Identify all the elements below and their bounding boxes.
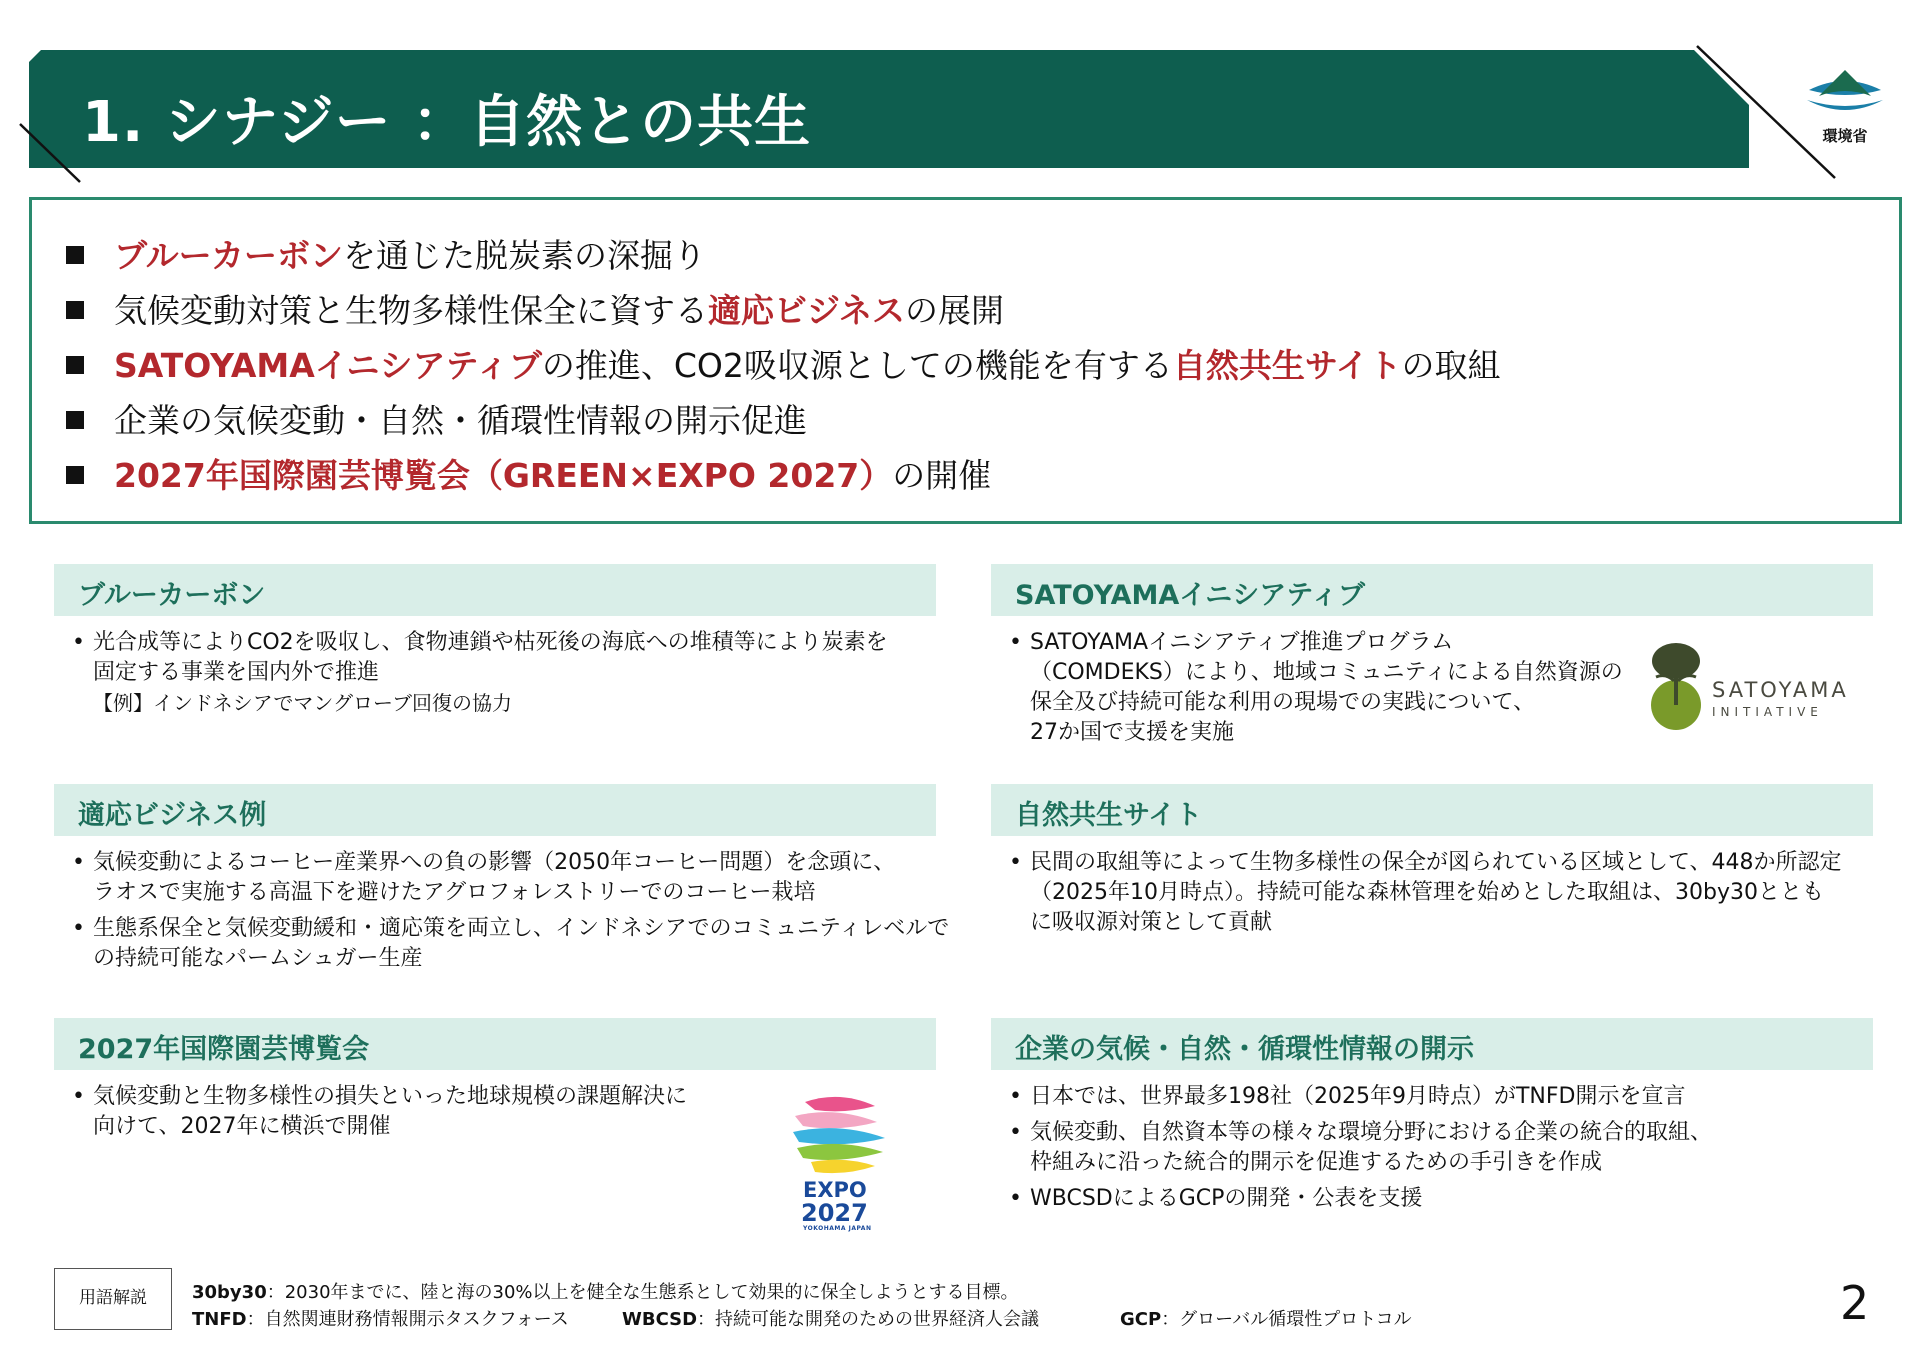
glossary-entry-gcp (1120, 1305, 1412, 1331)
section-header-adaptation (54, 784, 936, 836)
highlight-text: 適応ビジネス (708, 291, 906, 330)
list-item (72, 914, 950, 974)
page-title: 1. シナジー ：自然との共生 (82, 90, 812, 155)
list-item (1009, 1082, 1879, 1112)
summary-box (29, 197, 1902, 524)
body-line: • 気候変動によるコーヒー産業界への負の影響（2050年コーヒー問題）を念頭に、 (93, 850, 896, 875)
section-body-expo (72, 1082, 772, 1148)
section-body-adaptation (72, 848, 950, 980)
section-header-satoyama (991, 564, 1873, 616)
glossary-entry-wbcsd (622, 1305, 1039, 1331)
list-item (72, 848, 932, 908)
highlight-text: 2027年国際園芸博覧会（GREEN×EXPO 2027） (114, 456, 893, 495)
glossary-term: WBCSD (622, 1309, 698, 1330)
body-line: の持続可能なパームシュガー生産 (93, 946, 423, 971)
body-line: • SATOYAMAイニシアティブ推進プログラム (1030, 630, 1454, 655)
body-line: ラオスで実施する高温下を避けたアグロフォレストリーでのコーヒー栽培 (93, 880, 816, 905)
body-line: • 光合成等によりCO2を吸収し、食物連鎖や枯死後の海底への堆積等により炭素を (93, 630, 888, 655)
glossary-definition: ：自然関連財務情報開示タスクフォース (246, 1309, 569, 1330)
glossary-term: GCP (1120, 1309, 1162, 1330)
section-title: 自然共生サイト (1015, 800, 1203, 831)
list-item (72, 1082, 772, 1142)
summary-text: の推進、CO2吸収源としての機能を有する (541, 346, 1173, 385)
summary-text: の取組 (1401, 346, 1501, 385)
page-number: 2 (1840, 1276, 1870, 1330)
summary-item (66, 340, 1501, 387)
summary-text: 企業の気候変動・自然・循環性情報の開示促進 (114, 401, 807, 440)
section-title: 適応ビジネス例 (78, 800, 267, 831)
square-bullet-icon (66, 411, 84, 429)
glossary-definition: ：グローバル循環性プロトコル (1161, 1309, 1412, 1330)
body-line: （2025年10月時点）。持続可能な森林管理を始めとした取組は、30by30ととも (1030, 880, 1824, 905)
summary-text: の展開 (905, 291, 1005, 330)
summary-item (66, 285, 1004, 332)
example-line: 【例】インドネシアでマングローブ回復の協力 (93, 691, 512, 715)
square-bullet-icon (66, 466, 84, 484)
section-body-blue-carbon (72, 628, 932, 724)
section-body-satoyama (1009, 628, 1629, 754)
ministry-logo (1795, 60, 1895, 155)
body-line: • WBCSDによるGCPの開発・公表を支援 (1030, 1186, 1423, 1211)
body-line: 枠組みに沿った統合的開示を促進するための手引きを作成 (1030, 1150, 1603, 1175)
glossary-term: TNFD (192, 1309, 247, 1330)
expo-logo-year: 2027 (801, 1199, 868, 1227)
ministry-name: 環境省 (1822, 127, 1868, 145)
section-title: 2027年国際園芸博覧会 (78, 1034, 370, 1065)
section-body-disclosure (1009, 1082, 1879, 1220)
list-item (72, 628, 932, 718)
square-bullet-icon (66, 246, 84, 264)
body-line: 27か国で支援を実施 (1030, 720, 1234, 745)
expo-logo-city: YOKOHAMA JAPAN (803, 1225, 872, 1232)
body-line: 向けて、2027年に横浜で開催 (93, 1114, 391, 1139)
tree-icon (1640, 633, 1712, 733)
glossary-entry-30by30 (192, 1278, 1019, 1304)
mountain-wave-icon (1797, 60, 1893, 122)
body-line: • 気候変動と生物多様性の損失といった地球規模の課題解決に (93, 1084, 688, 1109)
glossary-label: 用語解説 (54, 1268, 172, 1330)
summary-item (66, 450, 991, 497)
expo-logo-text: EXPO (803, 1178, 867, 1202)
section-title: ブルーカーボン (78, 580, 266, 611)
body-line: • 民間の取組等によって生物多様性の保全が図られている区域として、448か所認定 (1030, 850, 1842, 875)
list-item (1009, 628, 1629, 748)
highlight-text: SATOYAMAイニシアティブ (114, 346, 542, 385)
summary-item (66, 395, 807, 442)
glossary-term: 30by30 (192, 1282, 267, 1303)
square-bullet-icon (66, 356, 84, 374)
highlight-text: ブルーカーボン (114, 236, 344, 275)
body-line: • 生態系保全と気候変動緩和・適応策を両立し、インドネシアでのコミュニティレベルで (93, 916, 950, 941)
body-line: • 気候変動、自然資本等の様々な環境分野における企業の統合的取組、 (1030, 1120, 1713, 1145)
section-title: 企業の気候・自然・循環性情報の開示 (1015, 1034, 1474, 1065)
summary-item (66, 230, 706, 277)
body-line: 固定する事業を国内外で推進 (93, 660, 380, 685)
highlight-text: 自然共生サイト (1172, 346, 1402, 385)
summary-text: を通じた脱炭素の深掘り (343, 236, 707, 275)
section-body-nature-sites (1009, 848, 1879, 944)
list-item (1009, 1184, 1879, 1214)
green-expo-2027-logo (785, 1092, 895, 1237)
satoyama-initiative-logo (1640, 633, 1849, 733)
summary-text: の開催 (892, 456, 992, 495)
glossary-definition: ：持続可能な開発のための世界経済人会議 (697, 1309, 1040, 1330)
section-header-blue-carbon (54, 564, 936, 616)
body-line: （COMDEKS）により、地域コミュニティによる自然資源の (1030, 660, 1623, 685)
square-bullet-icon (66, 301, 84, 319)
section-header-disclosure (991, 1018, 1873, 1070)
body-line: に吸収源対策として貢献 (1030, 910, 1273, 935)
section-title: SATOYAMAイニシアティブ (1015, 580, 1366, 611)
summary-text: 気候変動対策と生物多様性保全に資する (114, 291, 708, 330)
satoyama-logo-text: SATOYAMA (1712, 678, 1849, 702)
body-line: • 日本では、世界最多198社（2025年9月時点）がTNFD開示を宣言 (1030, 1084, 1686, 1109)
satoyama-logo-subtext: INITIATIVE (1712, 705, 1823, 719)
glossary-definition: ：2030年までに、陸と海の30%以上を健全な生態系として効果的に保全しようとする目標。 (266, 1282, 1019, 1303)
section-header-expo (54, 1018, 936, 1070)
body-line: 保全及び持続可能な利用の現場での実践について、 (1030, 690, 1536, 715)
section-header-nature-sites (991, 784, 1873, 836)
glossary-entry-tnfd (192, 1305, 569, 1331)
expo-flower-icon (785, 1092, 895, 1182)
list-item (1009, 848, 1879, 938)
list-item (1009, 1118, 1879, 1178)
